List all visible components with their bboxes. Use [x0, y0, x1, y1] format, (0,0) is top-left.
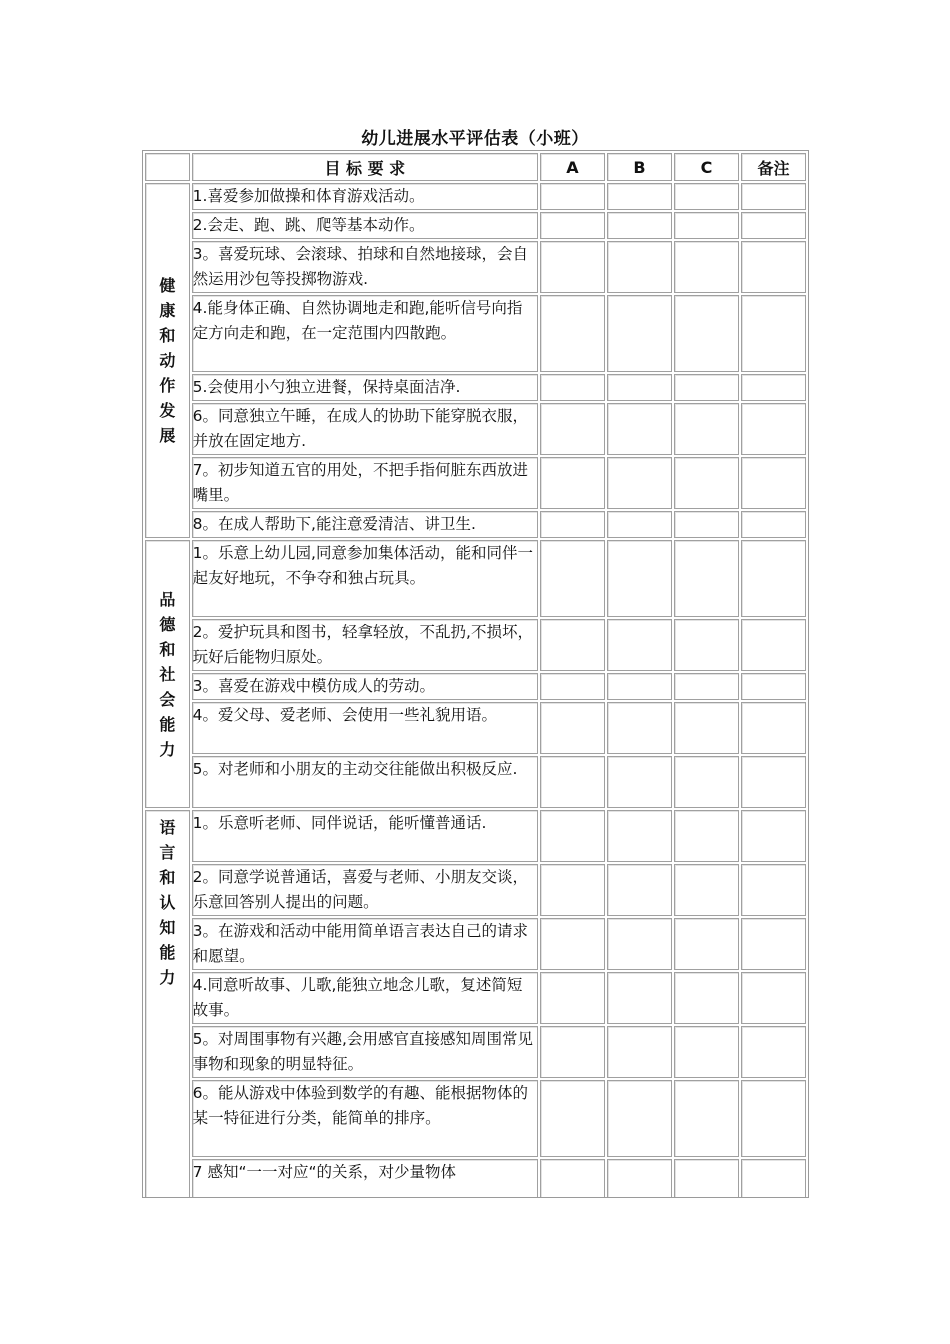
- score-c-cell[interactable]: [674, 1159, 739, 1198]
- table-row: [145, 673, 806, 700]
- score-b-cell[interactable]: [607, 1159, 672, 1198]
- score-c-cell[interactable]: [674, 972, 739, 1024]
- score-b-cell[interactable]: [607, 918, 672, 970]
- table-row: [145, 1159, 806, 1198]
- goal-cell: 1。乐意上幼儿园,同意参加集体活动，能和同伴一起友好地玩，不争夺和独占玩具。: [192, 540, 538, 617]
- score-b-cell[interactable]: [607, 810, 672, 862]
- score-a-cell[interactable]: [540, 972, 605, 1024]
- score-a-cell[interactable]: [540, 864, 605, 916]
- score-b-cell[interactable]: [607, 374, 672, 401]
- note-cell[interactable]: [741, 403, 806, 455]
- table-row: [145, 810, 806, 862]
- evaluation-table-container: [142, 150, 809, 1198]
- note-cell[interactable]: [741, 241, 806, 293]
- header-category: [145, 153, 190, 181]
- score-b-cell[interactable]: [607, 702, 672, 754]
- category-health: [145, 183, 190, 538]
- goal-cell: 5.会使用小勺独立进餐，保持桌面洁净.: [192, 374, 538, 401]
- score-a-cell[interactable]: [540, 374, 605, 401]
- table-row: [145, 457, 806, 509]
- note-cell[interactable]: [741, 810, 806, 862]
- category-label: 语言和认知能力: [159, 818, 176, 987]
- score-a-cell[interactable]: [540, 810, 605, 862]
- score-b-cell[interactable]: [607, 1026, 672, 1078]
- header-c: C: [674, 153, 739, 181]
- goal-cell: 5。对老师和小朋友的主动交往能做出积极反应.: [192, 756, 538, 808]
- goal-cell: 1.喜爱参加做操和体育游戏活动。: [192, 183, 538, 210]
- goal-cell: 5。对周围事物有兴趣,会用感官直接感知周围常见事物和现象的明显特征。: [192, 1026, 538, 1078]
- score-a-cell[interactable]: [540, 702, 605, 754]
- score-b-cell[interactable]: [607, 403, 672, 455]
- score-a-cell[interactable]: [540, 511, 605, 538]
- note-cell[interactable]: [741, 511, 806, 538]
- header-goal: 目 标 要 求: [192, 153, 538, 181]
- score-a-cell[interactable]: [540, 540, 605, 617]
- score-c-cell[interactable]: [674, 1026, 739, 1078]
- table-row: [145, 183, 806, 210]
- goal-cell: 3。在游戏和活动中能用简单语言表达自己的请求和愿望。: [192, 918, 538, 970]
- score-c-cell[interactable]: [674, 403, 739, 455]
- table-row: [145, 619, 806, 671]
- score-b-cell[interactable]: [607, 241, 672, 293]
- page-title: 幼儿进展水平评估表（小班）: [361, 129, 589, 149]
- table-row: [145, 212, 806, 239]
- score-b-cell[interactable]: [607, 756, 672, 808]
- table-row: [145, 511, 806, 538]
- goal-cell: 8。在成人帮助下,能注意爱清洁、讲卫生.: [192, 511, 538, 538]
- score-a-cell[interactable]: [540, 295, 605, 372]
- score-a-cell[interactable]: [540, 619, 605, 671]
- note-cell[interactable]: [741, 972, 806, 1024]
- evaluation-table: [143, 151, 808, 1198]
- score-c-cell[interactable]: [674, 673, 739, 700]
- header-row: [145, 153, 806, 181]
- table-row: [145, 1080, 806, 1157]
- score-a-cell[interactable]: [540, 1080, 605, 1157]
- score-c-cell[interactable]: [674, 183, 739, 210]
- score-c-cell[interactable]: [674, 756, 739, 808]
- score-c-cell[interactable]: [674, 457, 739, 509]
- score-b-cell[interactable]: [607, 1080, 672, 1157]
- goal-cell: 6。能从游戏中体验到数学的有趣、能根据物体的某一特征进行分类，能简单的排序。: [192, 1080, 538, 1157]
- note-cell[interactable]: [741, 212, 806, 239]
- table-row: [145, 972, 806, 1024]
- score-b-cell[interactable]: [607, 619, 672, 671]
- score-a-cell[interactable]: [540, 1026, 605, 1078]
- goal-cell: 3。喜爱玩球、会滚球、拍球和自然地接球，会自然运用沙包等投掷物游戏.: [192, 241, 538, 293]
- goal-cell: 1。乐意听老师、同伴说话，能听懂普通话.: [192, 810, 538, 862]
- category-label: 品德和社会能力: [159, 589, 176, 759]
- note-cell[interactable]: [741, 756, 806, 808]
- note-cell[interactable]: [741, 702, 806, 754]
- goal-cell: 2。爱护玩具和图书，轻拿轻放，不乱扔,不损坏，玩好后能物归原处。: [192, 619, 538, 671]
- score-c-cell[interactable]: [674, 810, 739, 862]
- header-note: 备注: [741, 153, 806, 181]
- score-a-cell[interactable]: [540, 756, 605, 808]
- score-b-cell[interactable]: [607, 864, 672, 916]
- category-label: 健康和动作发展: [159, 276, 176, 445]
- score-c-cell[interactable]: [674, 540, 739, 617]
- note-cell[interactable]: [741, 183, 806, 210]
- category-moral-social: [145, 540, 190, 808]
- note-cell[interactable]: [741, 1080, 806, 1157]
- score-b-cell[interactable]: [607, 183, 672, 210]
- score-c-cell[interactable]: [674, 374, 739, 401]
- score-c-cell[interactable]: [674, 1080, 739, 1157]
- score-a-cell[interactable]: [540, 918, 605, 970]
- score-c-cell[interactable]: [674, 295, 739, 372]
- note-cell[interactable]: [741, 918, 806, 970]
- score-a-cell[interactable]: [540, 673, 605, 700]
- table-row: [145, 756, 806, 808]
- table-row: [145, 864, 806, 916]
- note-cell[interactable]: [741, 295, 806, 372]
- note-cell[interactable]: [741, 1026, 806, 1078]
- header-a: A: [540, 153, 605, 181]
- score-b-cell[interactable]: [607, 457, 672, 509]
- score-b-cell[interactable]: [607, 540, 672, 617]
- score-b-cell[interactable]: [607, 673, 672, 700]
- score-c-cell[interactable]: [674, 864, 739, 916]
- table-row: [145, 1026, 806, 1078]
- table-row: [145, 295, 806, 372]
- score-c-cell[interactable]: [674, 918, 739, 970]
- score-c-cell[interactable]: [674, 511, 739, 538]
- score-b-cell[interactable]: [607, 511, 672, 538]
- table-row: [145, 918, 806, 970]
- score-c-cell[interactable]: [674, 619, 739, 671]
- note-cell[interactable]: [741, 673, 806, 700]
- goal-cell: 4.能身体正确、自然协调地走和跑,能听信号向指定方向走和跑，在一定范围内四散跑。: [192, 295, 538, 372]
- table-row: [145, 702, 806, 754]
- goal-cell: 7 感知“一一对应“的关系，对少量物体: [192, 1159, 538, 1198]
- category-language-cognition: [145, 810, 190, 1198]
- score-b-cell[interactable]: [607, 972, 672, 1024]
- score-c-cell[interactable]: [674, 212, 739, 239]
- score-a-cell[interactable]: [540, 403, 605, 455]
- goal-cell: 2.会走、跑、跳、爬等基本动作。: [192, 212, 538, 239]
- score-c-cell[interactable]: [674, 702, 739, 754]
- note-cell[interactable]: [741, 457, 806, 509]
- score-a-cell[interactable]: [540, 241, 605, 293]
- goal-cell: 7。初步知道五官的用处，不把手指何脏东西放进嘴里。: [192, 457, 538, 509]
- table-row: [145, 540, 806, 617]
- goal-cell: 4.同意听故事、儿歌,能独立地念儿歌，复述简短故事。: [192, 972, 538, 1024]
- score-c-cell[interactable]: [674, 241, 739, 293]
- score-a-cell[interactable]: [540, 457, 605, 509]
- score-b-cell[interactable]: [607, 295, 672, 372]
- note-cell[interactable]: [741, 1159, 806, 1198]
- note-cell[interactable]: [741, 619, 806, 671]
- table-row: [145, 241, 806, 293]
- note-cell[interactable]: [741, 374, 806, 401]
- score-a-cell[interactable]: [540, 183, 605, 210]
- note-cell[interactable]: [741, 540, 806, 617]
- header-b: B: [607, 153, 672, 181]
- table-row: [145, 403, 806, 455]
- score-b-cell[interactable]: [607, 212, 672, 239]
- score-a-cell[interactable]: [540, 1159, 605, 1198]
- goal-cell: 2。同意学说普通话，喜爱与老师、小朋友交谈，乐意回答别人提出的问题。: [192, 864, 538, 916]
- goal-cell: 4。爱父母、爱老师、会使用一些礼貌用语。: [192, 702, 538, 754]
- note-cell[interactable]: [741, 864, 806, 916]
- goal-cell: 3。喜爱在游戏中模仿成人的劳动。: [192, 673, 538, 700]
- table-row: [145, 374, 806, 401]
- goal-cell: 6。同意独立午睡，在成人的协助下能穿脱衣服，并放在固定地方.: [192, 403, 538, 455]
- score-a-cell[interactable]: [540, 212, 605, 239]
